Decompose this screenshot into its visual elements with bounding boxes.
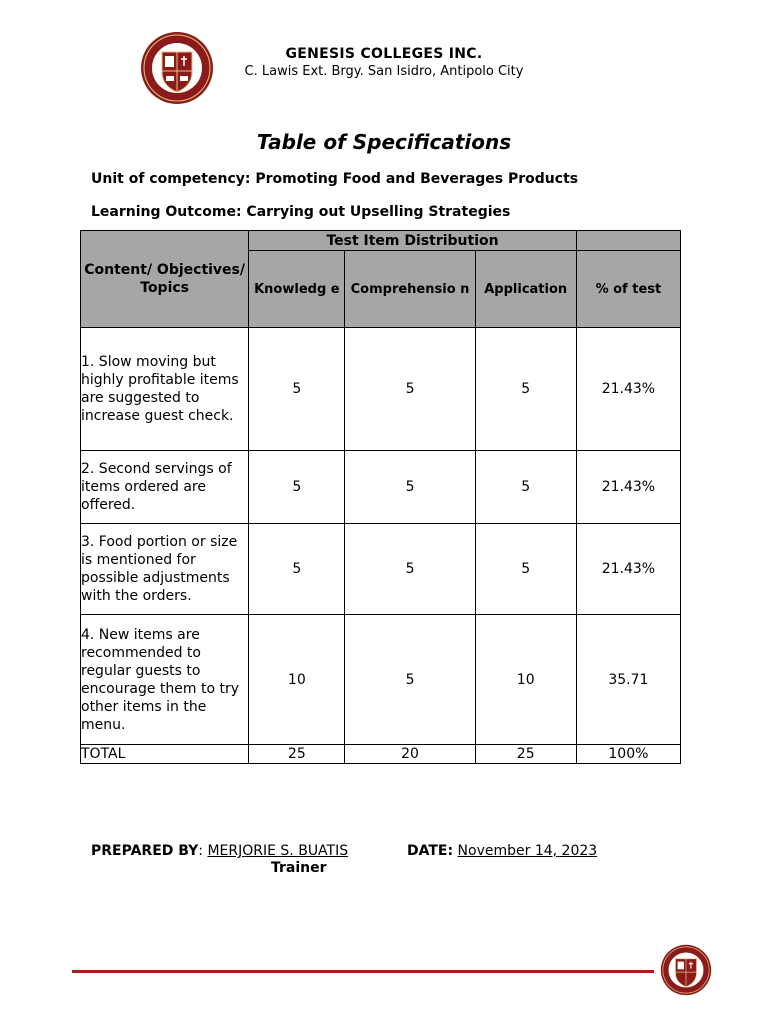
unit-of-competency: Unit of competency: Promoting Food and Beverages Products [91,171,579,187]
column-header-knowledge: Knowledg e [249,251,345,328]
preparer-role: Trainer [271,860,327,876]
prepared-by [91,843,348,859]
application-cell: 10 [475,615,576,745]
percent-cell: 21.43% [576,524,680,615]
knowledge-cell: 10 [249,615,345,745]
column-header-comprehension: Comprehensio n [345,251,475,328]
prepared-by-separator: : [198,843,208,859]
topic-cell: 3. Food portion or size is mentioned for possible adjustments with the orders. [81,524,249,615]
knowledge-cell: 5 [249,451,345,524]
table-row [81,615,681,745]
percent-cell: 21.43% [576,451,680,524]
topic-cell: 4. New items are recommended to regular guests to encourage them to try other items in the menu. [81,615,249,745]
organization-address: C. Lawis Ext. Brgy. San Isidro, Antipolo City [244,64,524,79]
application-cell: 5 [475,524,576,615]
total-percent: 100% [576,745,680,764]
knowledge-cell: 5 [249,328,345,451]
column-group-blank [576,231,680,251]
total-application: 25 [475,745,576,764]
knowledge-cell: 5 [249,524,345,615]
column-header-application: Application [475,251,576,328]
date-label: DATE: [407,843,454,859]
total-comprehension: 20 [345,745,475,764]
date-field [407,843,597,859]
table-row [81,524,681,615]
organization-name: GENESIS COLLEGES INC. [285,46,483,62]
date-value: November 14, 2023 [457,843,598,859]
column-group-test-item-distribution: Test Item Distribution [249,231,577,251]
prepared-by-label: PREPARED BY [91,843,199,859]
application-cell: 5 [475,328,576,451]
topic-cell: 2. Second servings of items ordered are offered. [81,451,249,524]
topic-cell: 1. Slow moving but highly profitable items are suggested to increase guest check. [81,328,249,451]
document-header [200,46,568,79]
column-header-percent: % of test [576,251,680,328]
total-label: TOTAL [81,745,249,764]
total-row [81,745,681,764]
comprehension-cell: 5 [345,451,475,524]
table-row [81,451,681,524]
comprehension-cell: 5 [345,615,475,745]
prepared-by-name: MERJORIE S. BUATIS [207,843,349,859]
table-row [81,328,681,451]
specifications-table [80,230,681,764]
comprehension-cell: 5 [345,524,475,615]
application-cell: 5 [475,451,576,524]
total-knowledge: 25 [249,745,345,764]
learning-outcome: Learning Outcome: Carrying out Upselling Strategies [91,204,511,220]
genesis-colleges-seal-logo-footer [658,942,714,998]
percent-cell: 21.43% [576,328,680,451]
percent-cell: 35.71 [576,615,680,745]
footer-rule [72,970,654,973]
column-header-content: Content/ Objectives/ Topics [81,231,249,328]
comprehension-cell: 5 [345,328,475,451]
document-title: Table of Specifications [256,130,512,154]
